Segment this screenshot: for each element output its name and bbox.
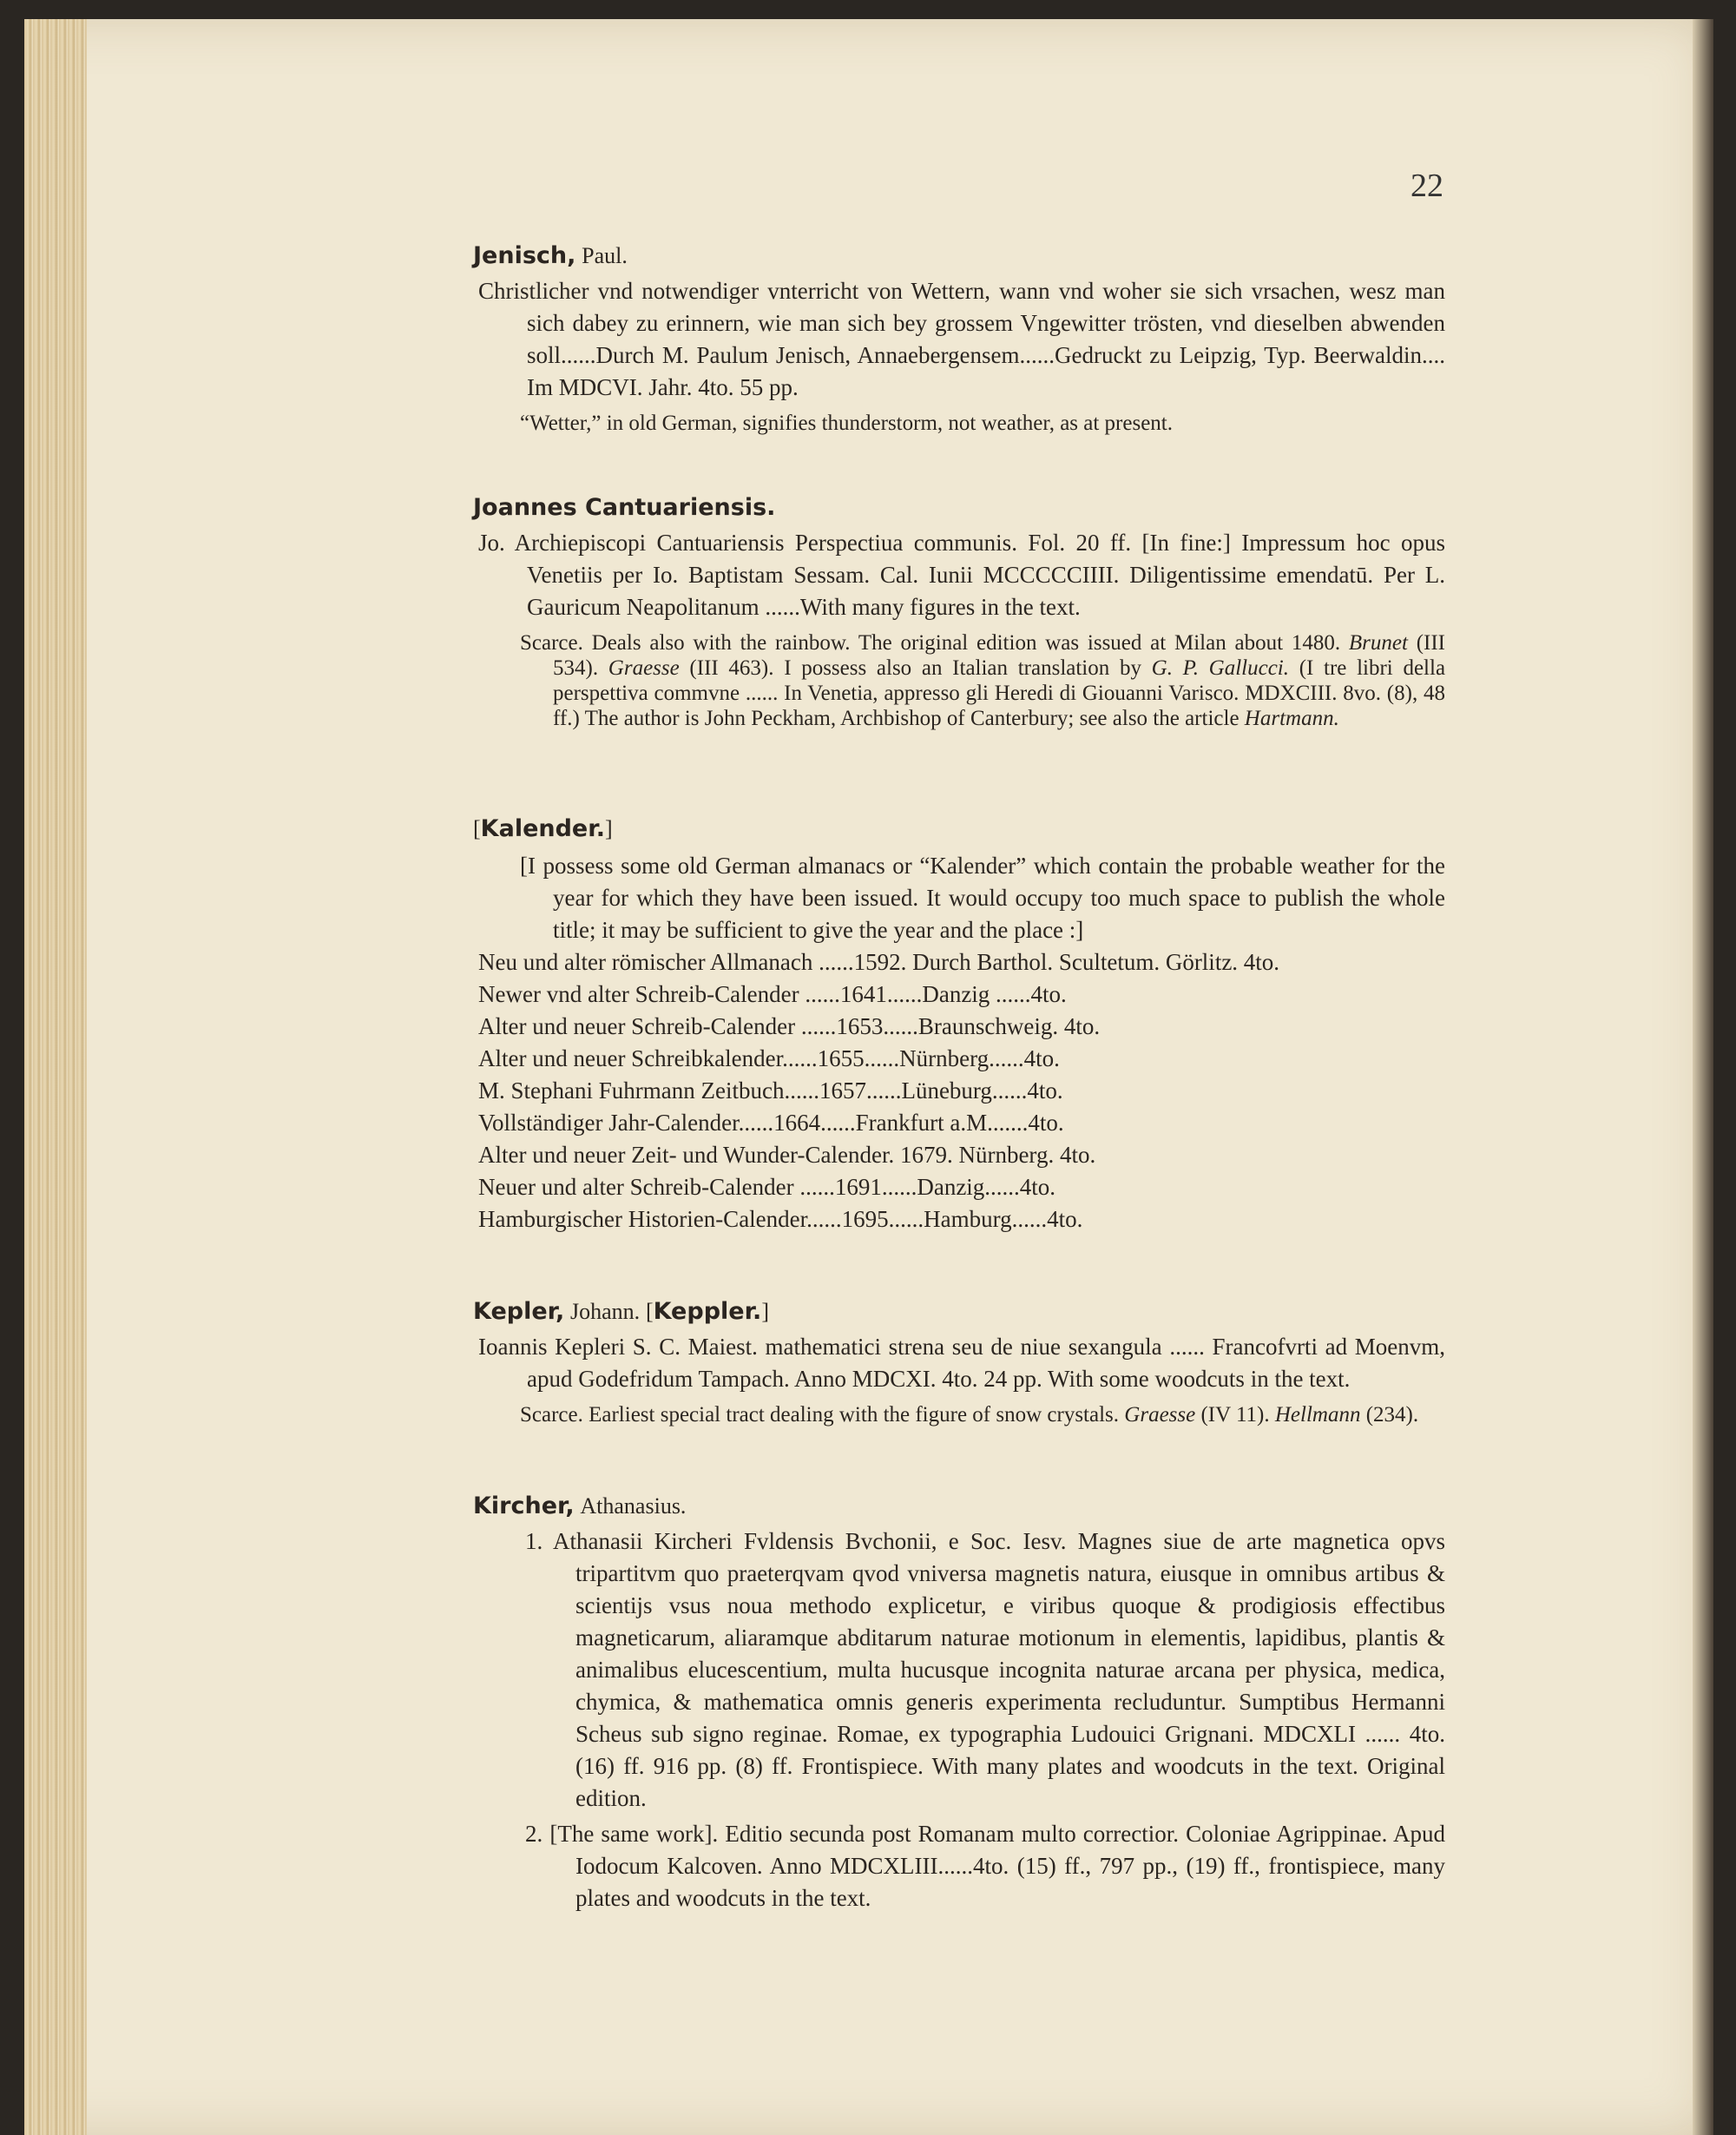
entry-heading: Kalender. (480, 815, 605, 842)
entry-note: Scarce. Earliest special tract dealing with the figure of snow crystals. Graesse (IV 11). Hellmann (234). (520, 1403, 1419, 1427)
kalender-item: Neu und alter römischer Allmanach ......1592. Durch Barthol. Scultetum. Görlitz. 4to. (478, 949, 1280, 975)
citation-hellmann: Hellmann (1274, 1403, 1361, 1427)
kircher-item-2: 2. [The same work]. Editio secunda post Romanam multo correctior. Coloniae Agrippinae. Apud Iodocum Kalcoven. Anno MDCXLIII......4to. (15) ff., 797 pp., (19) ff., frontispiece, many plates and woodcuts in the text. (525, 1821, 1445, 1911)
entry-joannes-cantuariensis (473, 491, 1445, 731)
entry-title: Christlicher vnd notwendiger vnterricht von Wettern, wann vnd woher sie sich vrsachen, wesz man sich dabey zu erinnern, wie man sich bey grossem Vngewitter trösten, vnd dieselben abwenden soll......Durch M. Paulum Jenisch, Annaebergensem......Gedruckt zu Leipzig, Typ. Beerwaldin.... Im MDCVI. Jahr. 4to. 55 pp. (478, 278, 1445, 400)
entry-given-name: Athanasius. (580, 1493, 687, 1519)
kalender-item: Hamburgischer Historien-Calender......1695......Hamburg......4to. (478, 1206, 1083, 1232)
entry-title: Ioannis Kepleri S. C. Maiest. mathematici strena seu de niue sexangula ...... Francofvrti ad Moenvm, apud Godefridum Tampach. Anno MDCXI. 4to. 24 pp. With some woodcuts in the text. (478, 1334, 1445, 1392)
entry-intro: [I possess some old German almanacs or “Kalender” which contain the probable weather for the year for which they have been issued. It would occupy too much space to publish the whole title; it may be sufficient to give the year and the place :] (520, 853, 1445, 943)
citation-gallucci: G. P. Gallucci. (1151, 656, 1289, 680)
bracket-close: ] (604, 816, 613, 841)
page-gutter (1693, 19, 1713, 2135)
citation-graesse: Graesse (608, 656, 680, 680)
entry-heading: Kepler, (473, 1298, 565, 1325)
entry-given-name: Paul. (582, 243, 628, 268)
entry-kepler: Kepler, Johann. [Keppler.] Ioannis Kepleri S. C. Maiest. mathematici strena seu de niue sexangula ...... Francofvrti ad Moenvm, apud Godefridum Tampach. Anno MDCXI. 4to. 24 pp. With some woodcuts in the text. Scarce. Earliest special tract dealing with the figure of snow crystals. Graesse (IV 11). Hellmann (234). (473, 1298, 1445, 1427)
bracket-open: [ (473, 816, 481, 841)
entry-note: Scarce. Deals also with the rainbow. The original edition was issued at Milan about 1480. Brunet (III 534). Graesse (III 463). I possess also an Italian translation by G. P. Gallucci. (I tre libri della perspettiva commvne ...... In Venetia, appresso gli Heredi di Giouanni Varisco. MDXCIII. 8vo. (8), 48 ff.) The author is John Peckham, Archbishop of Canterbury; see also the article Hartmann. (520, 631, 1446, 730)
citation-hartmann: Hartmann. (1244, 707, 1339, 730)
citation-brunet: Brunet (1348, 631, 1408, 655)
page-edges (24, 19, 87, 2135)
entry-kalender (473, 813, 1445, 1236)
entry-note: “Wetter,” in old German, signifies thunderstorm, not weather, as at present. (520, 412, 1174, 435)
kalender-item: Alter und neuer Zeit- und Wunder-Calender. 1679. Nürnberg. 4to. (478, 1142, 1096, 1168)
kalender-item: M. Stephani Fuhrmann Zeitbuch......1657......Lüneburg......4to. (478, 1077, 1063, 1104)
citation-graesse: Graesse (1124, 1403, 1196, 1427)
entry-kircher (473, 1490, 1445, 1914)
page-number: 22 (1410, 168, 1443, 204)
entry-heading: Joannes Cantuariensis. (473, 494, 776, 521)
entry-jenisch (473, 240, 1445, 436)
entry-title: Jo. Archiepiscopi Cantuariensis Perspectiua communis. Fol. 20 ff. [In fine:] Impressum hoc opus Venetiis per Io. Baptistam Sessam. Cal. Iunii MCCCCCIIII. Diligentissime emendatū. Per L. Gauricum Neapolitanum ......With many figures in the text. (478, 530, 1445, 620)
kalender-item: Alter und neuer Schreibkalender......1655......Nürnberg......4to. (478, 1045, 1060, 1071)
entry-heading: Jenisch, (473, 242, 576, 269)
kalender-item: Neuer und alter Schreib-Calender ......1691......Danzig......4to. (478, 1174, 1056, 1200)
entry-heading: Kircher, (473, 1493, 575, 1519)
kalender-item: Alter und neuer Schreib-Calender ......1653......Braunschweig. 4to. (478, 1013, 1101, 1039)
kircher-item-1: 1. Athanasii Kircheri Fvldensis Bvchonii, e Soc. Iesv. Magnes siue de arte magnetica opvs tripartitvm quo praeterqvam qvod vniversa magnetis natura, eiusque in omnibus artibus & scientijs vsus noua methodo explicetur, e viribus quoque & prodigiosis effectibus magneticarum, aliaramque abditarum naturae motionum in elementis, lapidibus, plantis & animalibus elucescentium, multa hucusque incognita naturae arcana per physica, medica, chymica, & mathematica omnis generis experimenta recluduntur. Sumptibus Hermanni Scheus sub signo reginae. Romae, ex typographia Ludouici Grignani. MDCXLI ...... 4to. (16) ff. 916 pp. (8) ff. Frontispiece. With many plates and woodcuts in the text. Original edition. (525, 1528, 1445, 1811)
entry-given-name: Johann. (570, 1299, 641, 1324)
entry-alt-heading: Keppler. (653, 1298, 762, 1325)
kalender-item: Vollständiger Jahr-Calender......1664......Frankfurt a.M.......4to. (478, 1110, 1064, 1136)
kalender-item: Newer vnd alter Schreib-Calender ......1641......Danzig ......4to. (478, 981, 1067, 1007)
